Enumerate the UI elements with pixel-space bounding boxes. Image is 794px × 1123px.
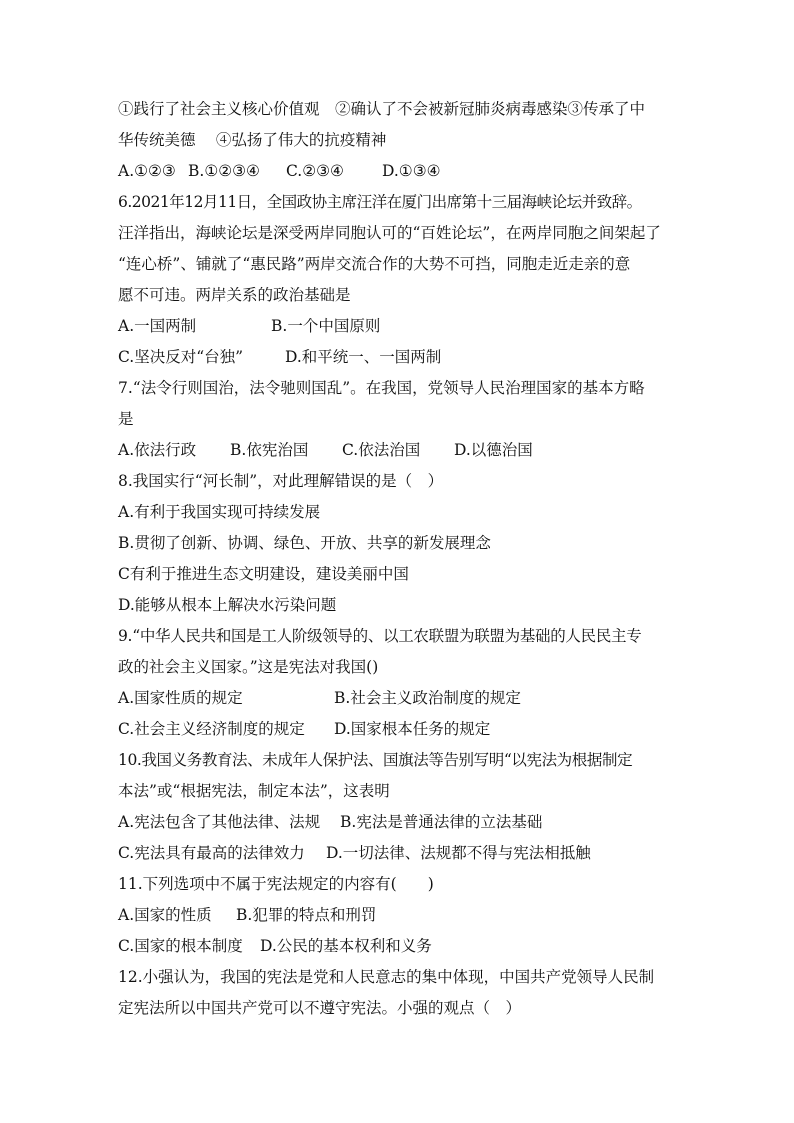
option-b: B.贯彻了创新、协调、绿色、开放、共享的新发展理念 (118, 534, 491, 552)
options-row (118, 435, 684, 466)
option-c: C.依法治国 (342, 441, 421, 459)
options-row (118, 900, 684, 931)
option-c: C有利于推进生态文明建设，建设美丽中国 (118, 565, 409, 583)
options-row (118, 931, 684, 962)
option-a: A.依法行政 (118, 441, 197, 459)
option-b: B.①②③④ (188, 162, 260, 180)
page-content (118, 94, 684, 1024)
option-c: C.坚决反对“台独” (118, 348, 244, 366)
question-stem-line: 12.小强认为，我国的宪法是党和人民意志的集中体现，中国共产党领导人民制 (118, 968, 655, 986)
option-b: B.犯罪的特点和刑罚 (236, 906, 377, 924)
option-d: D.和平统一、一国两制 (285, 348, 442, 366)
text-line: 华传统美德 ④弘扬了伟大的抗疫精神 (118, 131, 387, 149)
option-b: B.宪法是普通法律的立法基础 (340, 813, 543, 831)
options-row (118, 714, 684, 745)
question-stem-line: 是 (118, 410, 134, 428)
text-line: ①践行了社会主义核心价值观 ②确认了不会被新冠肺炎病毒感染③传承了中 (118, 100, 646, 118)
option-d: D.能够从根本上解决水污染问题 (118, 596, 337, 614)
question-12 (118, 962, 684, 1024)
question-stem-line: 11.下列选项中不属于宪法规定的内容有( ) (118, 875, 434, 893)
question-stem-line: “连心桥”、铺就了“惠民路”两岸交流合作的大势不可挡，同胞走近走亲的意 (118, 255, 631, 273)
option-a: A.一国两制 (118, 317, 197, 335)
question-8 (118, 466, 684, 621)
options-row (118, 807, 684, 838)
option-d: D.一切法律、法规都不得与宪法相抵触 (326, 844, 591, 862)
options-row (118, 683, 684, 714)
option-c: C.社会主义经济制度的规定 (118, 720, 305, 738)
question-7 (118, 373, 684, 466)
options-row (118, 342, 684, 373)
question-11 (118, 869, 684, 962)
question-9 (118, 621, 684, 745)
option-b: B.一个中国原则 (271, 317, 381, 335)
options-row (118, 838, 684, 869)
option-a: A.①②③ (118, 162, 176, 180)
option-a: A.国家性质的规定 (118, 689, 243, 707)
option-d: D.①③④ (382, 162, 441, 180)
question-stem-line: 9.“中华人民共和国是工人阶级领导的、以工农联盟为联盟为基础的人民民主专 (118, 627, 642, 645)
option-b: B.社会主义政治制度的规定 (334, 689, 521, 707)
question-6 (118, 187, 684, 373)
option-d: D.以德治国 (454, 441, 533, 459)
option-c: C.②③④ (286, 162, 344, 180)
option-b: B.依宪治国 (230, 441, 309, 459)
option-a: A.有利于我国实现可持续发展 (118, 503, 321, 521)
question-stem-line: 汪洋指出，海峡论坛是深受两岸同胞认可的“百姓论坛”，在两岸同胞之间架起了 (118, 224, 661, 242)
question-stem-line: 7.“法令行则国治，法令驰则国乱”。在我国，党领导人民治理国家的基本方略 (118, 379, 645, 397)
option-c: C.国家的根本制度 (118, 937, 243, 955)
option-d: D.公民的基本权利和义务 (260, 937, 432, 955)
option-a: A.宪法包含了其他法律、法规 (118, 813, 321, 831)
question-stem-line: 本法”或“根据宪法，制定本法”，这表明 (118, 782, 390, 800)
option-a: A.国家的性质 (118, 906, 212, 924)
question-stem-line: 6.2021年12月11日，全国政协主席汪洋在厦门出席第十三届海峡论坛并致辞。 (118, 193, 642, 211)
option-d: D.国家根本任务的规定 (334, 720, 491, 738)
question-stem-line: 定宪法所以中国共产党可以不遵守宪法。小强的观点（ ） (118, 999, 522, 1017)
question-stem-line: 10.我国义务教育法、未成年人保护法、国旗法等告别写明“以宪法为根据制定 (118, 751, 633, 769)
q5-options-row (118, 156, 684, 187)
question-10 (118, 745, 684, 869)
question-stem-line: 政的社会主义国家。”这是宪法对我国() (118, 658, 379, 676)
question-stem-line: 8.我国实行“河长制”，对此理解错误的是（ ） (118, 472, 444, 490)
question-stem-line: 愿不可违。两岸关系的政治基础是 (118, 286, 351, 304)
option-c: C.宪法具有最高的法律效力 (118, 844, 305, 862)
options-row (118, 311, 684, 342)
